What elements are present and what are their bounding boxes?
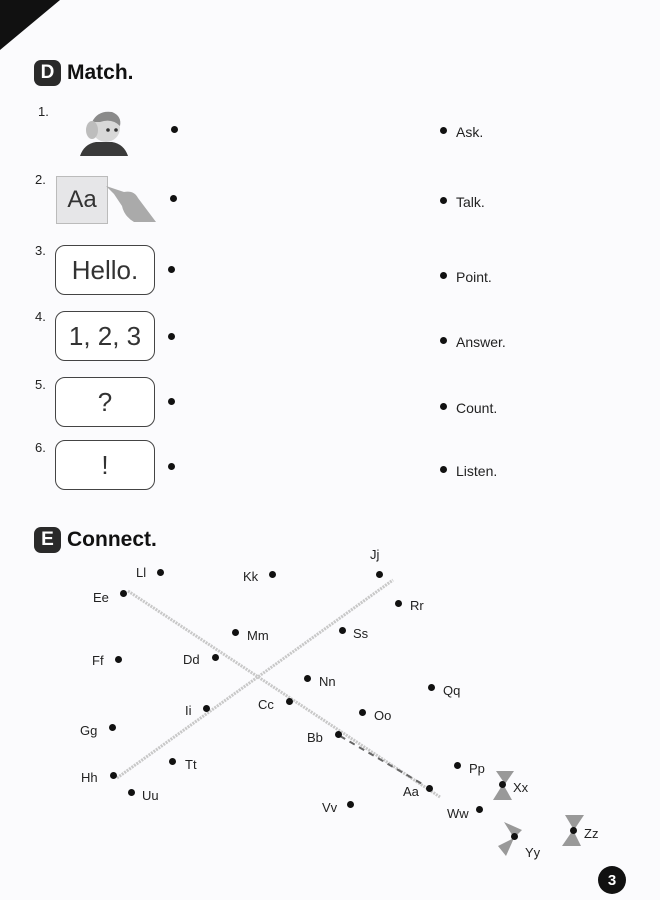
- connect-label-pp: Pp: [469, 761, 485, 776]
- bubble-text: ?: [97, 386, 113, 417]
- connect-label-uu: Uu: [142, 788, 159, 803]
- word-answer: Answer.: [456, 334, 506, 350]
- connect-label-ll: Ll: [136, 565, 147, 580]
- connect-dot-ff[interactable]: [115, 656, 122, 663]
- word-ask: Ask.: [456, 124, 484, 140]
- word-talk: Talk.: [456, 194, 485, 210]
- connect-label-qq: Qq: [443, 683, 461, 698]
- card-text: Aa: [67, 186, 97, 213]
- connect-label-rr: Rr: [410, 598, 424, 613]
- connect-label-xx: Xx: [513, 780, 529, 795]
- connect-dot-xx[interactable]: [499, 781, 506, 788]
- connect-dot-qq[interactable]: [428, 684, 435, 691]
- connect-dot-bb[interactable]: [335, 731, 342, 738]
- connect-dot-zz[interactable]: [570, 827, 577, 834]
- connect-dot-ww[interactable]: [476, 806, 483, 813]
- connect-dot-oo[interactable]: [359, 709, 366, 716]
- connect-label-kk: Kk: [243, 569, 259, 584]
- connect-dot-pp[interactable]: [454, 762, 461, 769]
- word-listen: Listen.: [456, 463, 498, 479]
- connect-label-tt: Tt: [185, 757, 197, 772]
- connect-dot-dd[interactable]: [212, 654, 219, 661]
- connect-dot-aa[interactable]: [426, 785, 433, 792]
- connect-label-hh: Hh: [81, 770, 98, 785]
- connect-label-aa: Aa: [403, 784, 419, 799]
- bubble-text: 1, 2, 3: [68, 320, 142, 351]
- word-count: Count.: [456, 400, 498, 416]
- item-number-6: 6.: [35, 440, 46, 455]
- connect-label-ww: Ww: [447, 806, 469, 821]
- word-point: Point.: [456, 269, 492, 285]
- connect-label-nn: Nn: [319, 674, 336, 689]
- connect-dot-hh[interactable]: [110, 772, 117, 779]
- connect-dot-tt[interactable]: [169, 758, 176, 765]
- item-number-3: 3.: [35, 243, 46, 258]
- page-number: 3: [598, 866, 626, 894]
- connect-dot-ss[interactable]: [339, 627, 346, 634]
- connect-label-ss: Ss: [353, 626, 369, 641]
- connect-dot-ii[interactable]: [203, 705, 210, 712]
- section-d-title: Match.: [67, 61, 134, 84]
- item-number-5: 5.: [35, 377, 46, 392]
- item-number-1: 1.: [38, 104, 49, 119]
- connect-dot-ee[interactable]: [120, 590, 127, 597]
- connect-dot-cc[interactable]: [286, 698, 293, 705]
- connect-dot-mm[interactable]: [232, 629, 239, 636]
- connect-dot-ll[interactable]: [157, 569, 164, 576]
- connect-label-mm: Mm: [247, 628, 269, 643]
- bubble-text: Hello.: [71, 254, 139, 285]
- connect-dot-uu[interactable]: [128, 789, 135, 796]
- connect-dot-gg[interactable]: [109, 724, 116, 731]
- connect-label-ff: Ff: [92, 653, 104, 668]
- connect-label-jj: Jj: [370, 547, 380, 562]
- section-d-badge: D: [34, 60, 61, 86]
- connect-dot-yy[interactable]: [511, 833, 518, 840]
- section-e-title: Connect.: [67, 528, 157, 551]
- connect-dot-nn[interactable]: [304, 675, 311, 682]
- connect-label-ii: Ii: [185, 703, 192, 718]
- connect-dot-jj[interactable]: [376, 571, 383, 578]
- item-number-2: 2.: [35, 172, 46, 187]
- bubble-text: !: [101, 449, 109, 480]
- connect-label-cc: Cc: [258, 697, 274, 712]
- connect-label-dd: Dd: [183, 652, 200, 667]
- connect-label-zz: Zz: [584, 826, 599, 841]
- connect-dot-vv[interactable]: [347, 801, 354, 808]
- connect-label-bb: Bb: [307, 730, 323, 745]
- connect-label-gg: Gg: [80, 723, 98, 738]
- section-e-badge: E: [34, 527, 61, 553]
- connect-label-yy: Yy: [525, 845, 541, 860]
- connect-dot-kk[interactable]: [269, 571, 276, 578]
- connect-label-oo: Oo: [374, 708, 392, 723]
- connect-label-vv: Vv: [322, 800, 338, 815]
- item-number-4: 4.: [35, 309, 46, 324]
- connect-dot-rr[interactable]: [395, 600, 402, 607]
- connect-label-ee: Ee: [93, 590, 109, 605]
